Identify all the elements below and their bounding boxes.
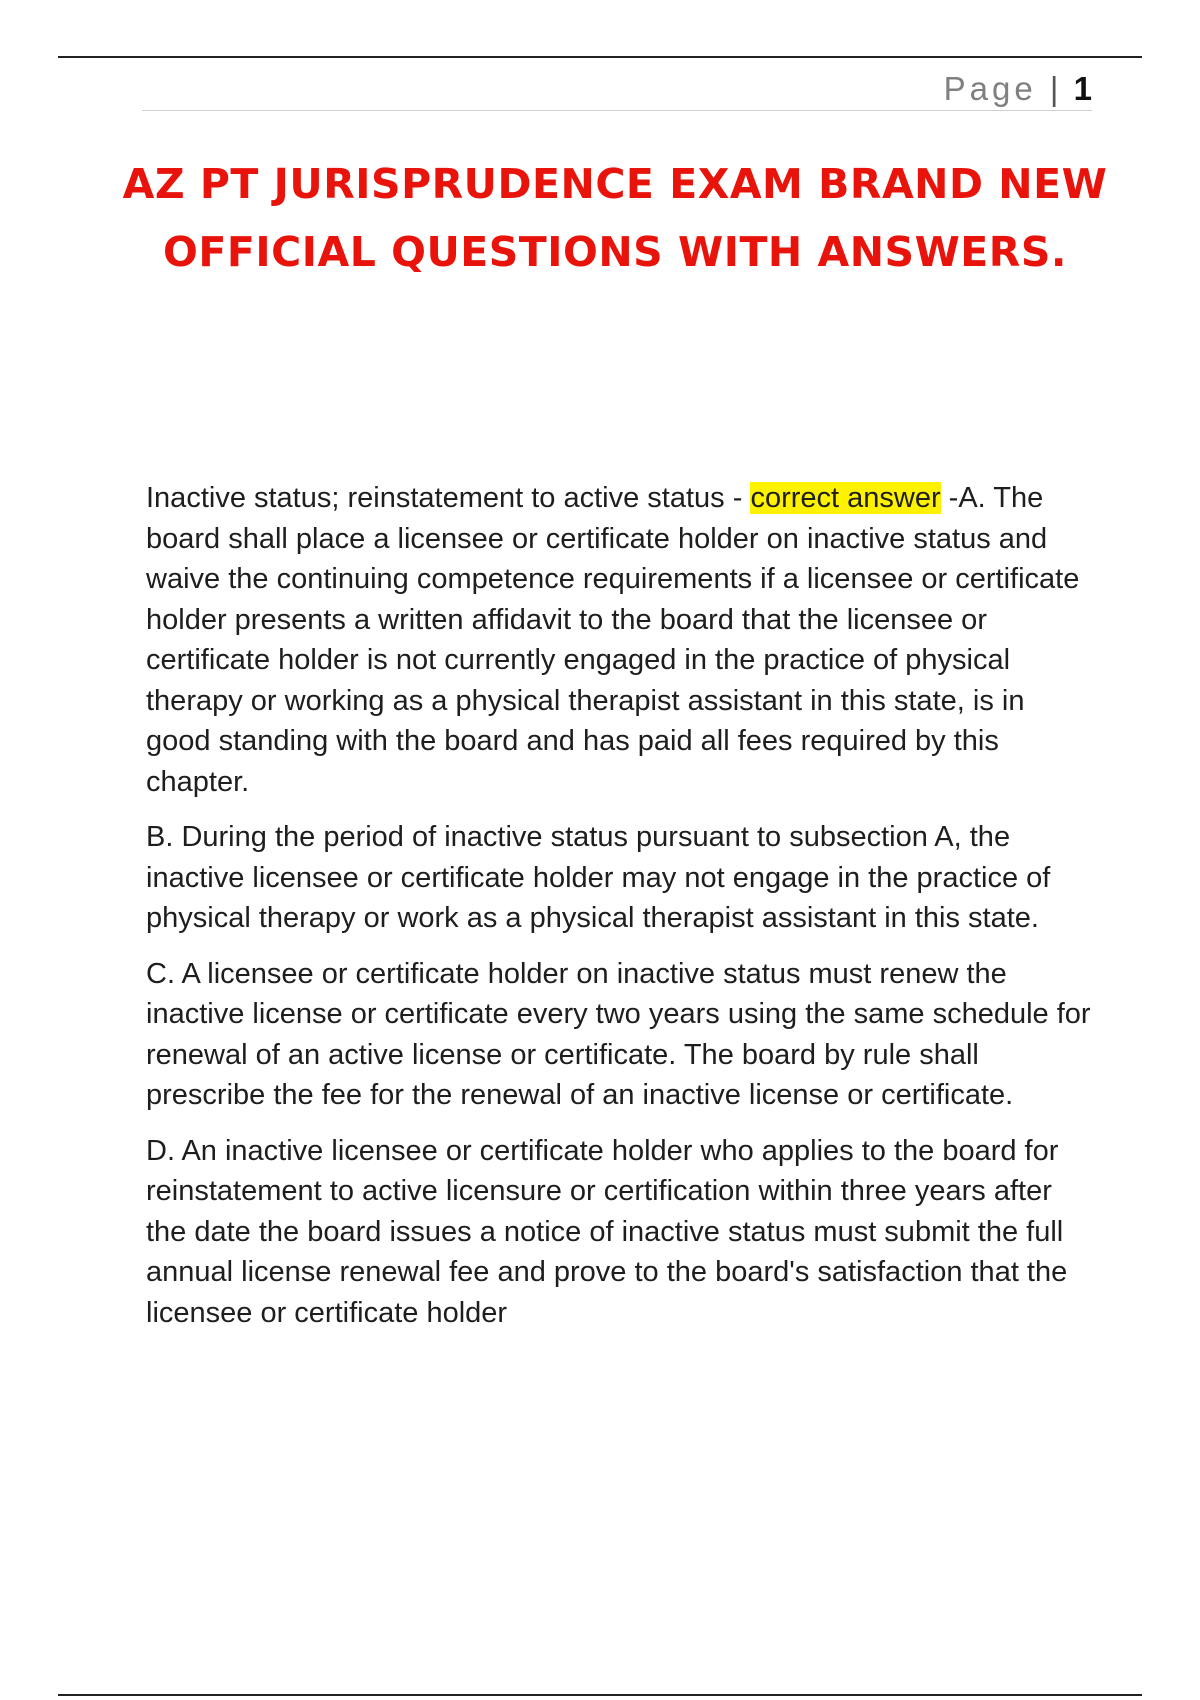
page-number-value: 1 [1073, 70, 1092, 107]
header-rule [142, 110, 1092, 111]
paragraph-b: B. During the period of inactive status pursuant to subsection A, the inactive licensee or certificate holder may not engage in the practice of physical therapy or work as a physical therapist assistant in this state. [146, 821, 1051, 934]
document-title: AZ PT JURISPRUDENCE EXAM BRAND NEW OFFICIAL QUESTIONS WITH ANSWERS. [122, 160, 1108, 276]
paragraph-c: C. A licensee or certificate holder on inactive status must renew the inactive license or certificate every two years using the same schedule for renewal of an active license or certificate. The board by rule shall prescribe the fee for the renewal of an inactive license or certificate. [146, 957, 1091, 1111]
paragraph-a [146, 478, 1096, 802]
bottom-rule [58, 1694, 1142, 1696]
document-body [146, 478, 1096, 1348]
paragraph-a-text: -A. The board shall place a licensee or certificate holder on inactive status and waive the continuing competence requirements if a licensee or certificate holder presents a written affidavit to the board that the licensee or certificate holder is not currently engaged in the practice of physical therapy or working as a physical therapist assistant in this state, is in good standing with the board and has paid all fees required by this chapter. [146, 482, 1080, 798]
paragraph-d: D. An inactive licensee or certificate holder who applies to the board for reinstatement to active licensure or certification within three years after the date the board issues a notice of inactive status must submit the full annual license renewal fee and prove to the board's satisfaction that the licensee or certificate holder [146, 1134, 1068, 1329]
top-rule [58, 56, 1142, 58]
question-text: Inactive status; reinstatement to active status - [146, 482, 751, 514]
answer-highlight: correct answer [750, 482, 941, 514]
page-label: Page [943, 70, 1037, 107]
page-separator: | [1049, 70, 1061, 107]
page-number [944, 70, 1092, 108]
